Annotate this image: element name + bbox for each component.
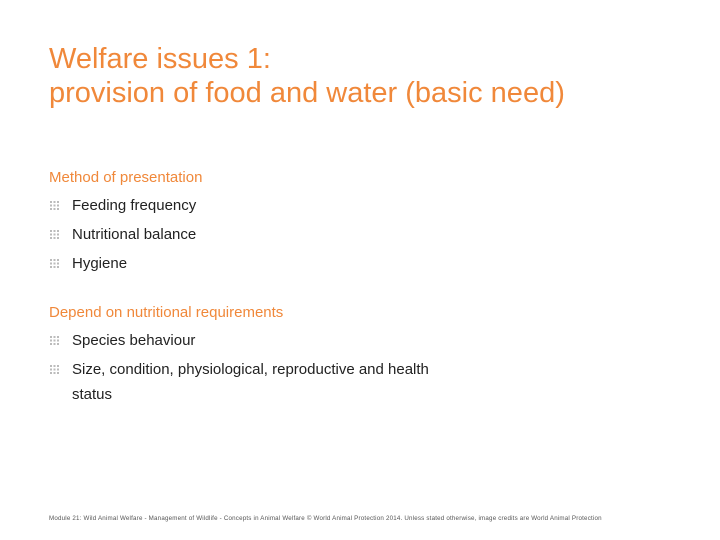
bullet-item xyxy=(72,357,432,407)
bullet-text: Hygiene xyxy=(72,255,128,272)
bullet-text: Nutritional balance xyxy=(72,226,197,243)
square-dot-grid-icon xyxy=(50,259,59,268)
bullet-text: Species behaviour xyxy=(72,332,196,349)
bullet-text: Size, condition, physiological, reproductive and health status xyxy=(72,361,429,403)
bullet-text: Feeding frequency xyxy=(72,197,197,214)
bullet-item xyxy=(72,328,672,353)
bullet-item xyxy=(72,193,672,218)
square-dot-grid-icon xyxy=(50,365,59,374)
bullet-item xyxy=(72,251,672,276)
bullet-item xyxy=(72,222,672,247)
section-heading-method: Method of presentation xyxy=(49,169,203,186)
footer-credits: Module 21: Wild Animal Welfare - Management of Wildlife - Concepts in Animal Welfare © World Animal Protection 2014. Unless stated otherwise, image credits are World Animal Protection xyxy=(49,515,602,522)
section-heading-requirements: Depend on nutritional requirements xyxy=(49,304,284,321)
square-dot-grid-icon xyxy=(50,201,59,210)
square-dot-grid-icon xyxy=(50,336,59,345)
slide-title xyxy=(49,42,709,110)
slide-title-line-1: Welfare issues 1: xyxy=(49,43,271,75)
square-dot-grid-icon xyxy=(50,230,59,239)
slide-title-line-2: provision of food and water (basic need) xyxy=(49,77,565,109)
